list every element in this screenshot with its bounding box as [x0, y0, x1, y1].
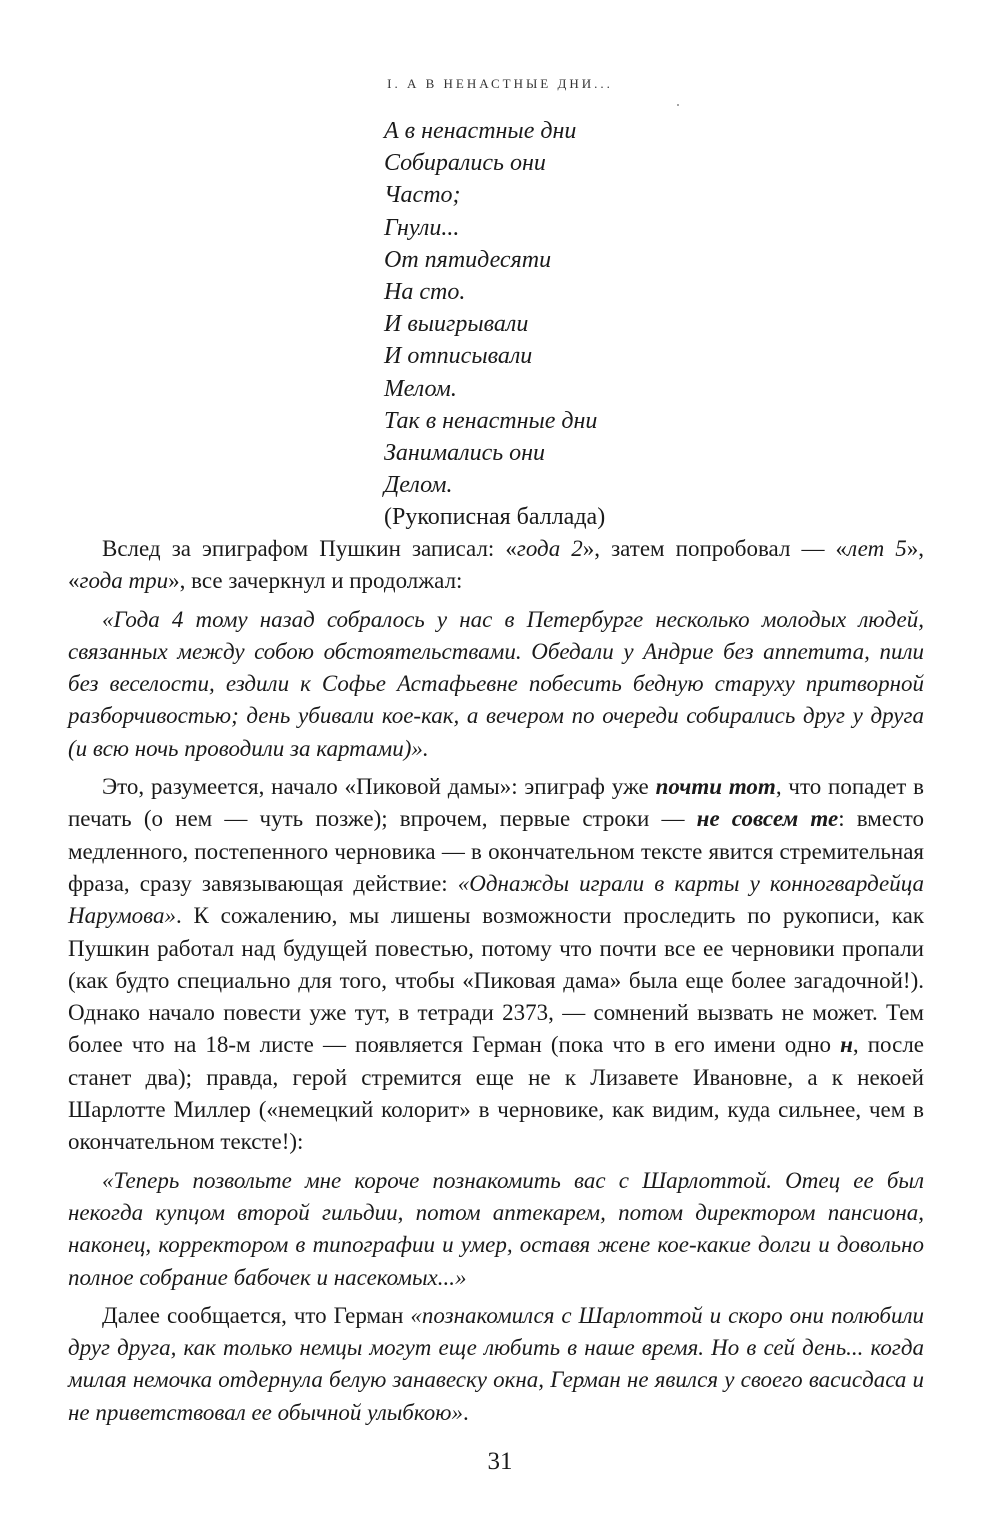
- epigraph-source: (Рукописная баллада): [384, 504, 606, 531]
- p1-italic-d: лет 5: [847, 536, 907, 561]
- p2-text-i: , после станет два); правда, герой стремится еще не к Лизавете Ивановне, а к некоей Шарлотте Миллер («немецкий колорит» в черновике, как видим, куда сильнее, чем в окончательном тексте!):: [68, 1032, 925, 1155]
- p2-text-e: : вместо медленного, постепенного черновика — в окончательном тексте явится стремительная фраза, сразу завязывающая действие:: [68, 806, 924, 896]
- main-text: [68, 533, 924, 1429]
- p2-text-a: Это, разумеется, начало «Пиковой дамы»: эпиграф уже: [102, 774, 656, 800]
- epigraph-line: И выигрывали: [384, 311, 529, 338]
- p3-text-a: Далее сообщается, что Герман: [102, 1302, 411, 1328]
- epigraph-line: А в ненастные дни: [384, 118, 577, 144]
- p3-text-c: .: [462, 1399, 469, 1425]
- print-speck: [677, 104, 679, 106]
- p1-text-e: », «: [68, 536, 924, 594]
- manuscript-quote-1: «Года 4 тому назад собралось у нас в Петербурге несколько молодых людей, связанных между собою обстоятельствами. Обедали у Андрие без аппетита, пили без веселости, ездили к Софье Астафьевне побесить бедную старуху притворной разборчивостью; день убивали кое-как, а вечером по очереди собирались друг у друга (и всю ночь проводили за картами)».: [68, 606, 924, 761]
- paragraph-1: [68, 533, 924, 598]
- p2-bold-italic-h: н: [840, 1032, 853, 1058]
- p1-italic-b: года 2: [516, 536, 583, 561]
- paragraph-2: [68, 771, 924, 1159]
- running-head: I. А В НЕНАСТНЫЕ ДНИ...: [387, 76, 613, 91]
- epigraph-line: И отписывали: [384, 343, 533, 370]
- epigraph-line: Делом.: [384, 472, 453, 499]
- manuscript-quote-2: «Теперь позвольте мне короче познакомить вас с Шарлоттой. Отец ее был некогда купцом второй гильдии, потом аптекарем, потом директором пансиона, наконец, корректором в типографии и умер, оставя жене кое-какие долги и довольно полное собрание бабочек и насекомых...»: [68, 1167, 924, 1290]
- epigraph-line: На сто.: [384, 278, 466, 305]
- epigraph-line: Собирались они: [384, 150, 546, 177]
- p1-italic-f: года три: [79, 568, 169, 594]
- epigraph-line: От пятидесяти: [384, 246, 552, 273]
- epigraph-line: Гнули...: [384, 214, 460, 241]
- p3-italic-b: «познакомился с Шарлоттой и скоро они полюбили друг друга, как только немцы могут еще любить в наше время. Но в сей день... когда милая немочка отдернула белую занавеску окна, Герман не явился у своего васисдаса и не приветствовал ее обычной улыбкою»: [68, 1302, 924, 1425]
- epigraph-line: Мелом.: [384, 375, 457, 402]
- paragraph-3: [68, 1300, 924, 1429]
- p2-bold-italic-b: почти тот: [655, 774, 776, 800]
- epigraph-poem: [384, 115, 804, 533]
- page-number: 31: [487, 1448, 513, 1475]
- p1-text-c: », затем попробовал — «: [582, 536, 848, 561]
- p2-bold-italic-d: не совсем те: [696, 806, 839, 832]
- p2-italic-f: «Однажды играли в карты у конногвардейца Нарумова»: [68, 870, 924, 929]
- p2-text-c: , что попадет в печать (о нем — чуть позже); впрочем, первые строки —: [68, 774, 924, 832]
- p2-text-g: . К сожалению, мы лишены возможности проследить по рукописи, как Пушкин работал над будущей повестью, потому что почти все ее черновики пропали (как будто специально для того, чтобы «Пиковая дама» была еще более загадочной!). Однако начало повести уже тут, в тетради 2373, — сомнений вызвать не может. Тем более что на 18-м листе — появляется Герман (пока что в его имени одно: [68, 903, 924, 1058]
- p1-text-g: », все зачеркнул и продолжал:: [168, 568, 463, 594]
- epigraph-line: Так в ненастные дни: [384, 407, 598, 434]
- epigraph-line: Занимались они: [384, 439, 546, 466]
- p1-text-a: Вслед за эпиграфом Пушкин записал: «: [102, 536, 517, 561]
- epigraph-line: Часто;: [384, 182, 461, 209]
